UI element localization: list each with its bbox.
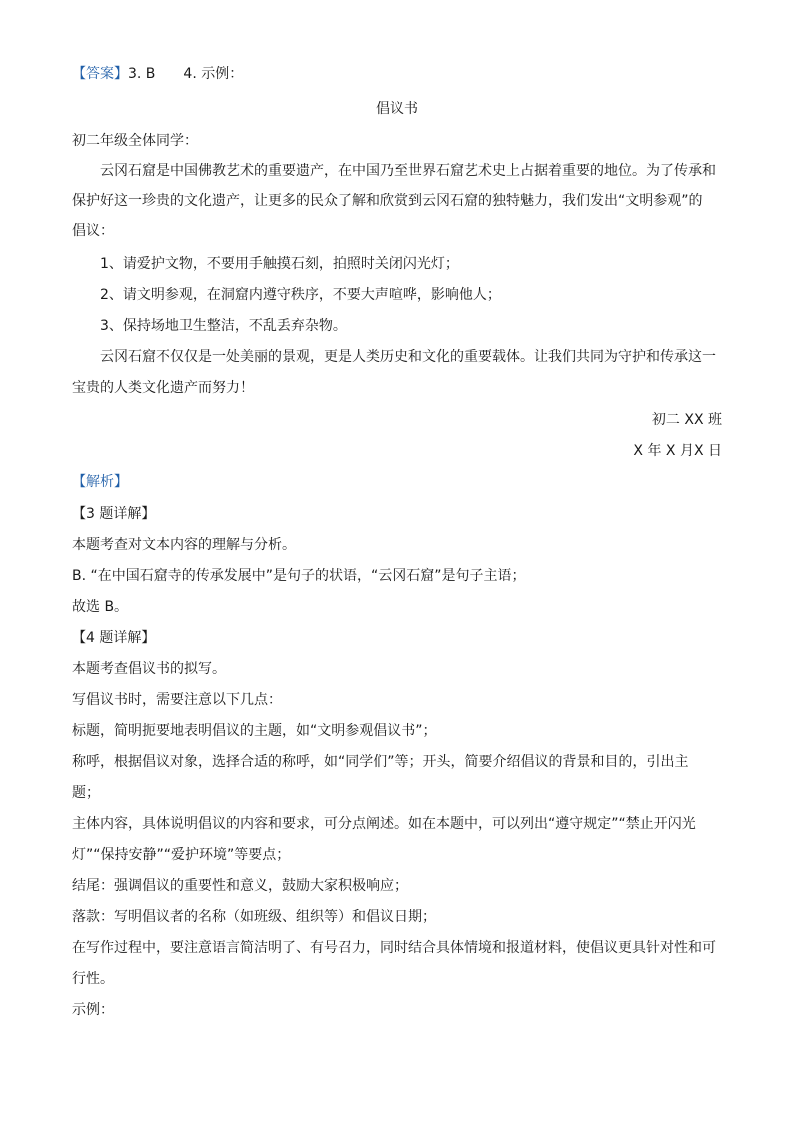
proposal-date: X 年 X 月X 日 xyxy=(633,443,722,459)
q4-line: 在写作过程中，要注意语言简洁明了、有号召力，同时结合具体情境和报道材料，使倡议更具针对性和可 xyxy=(72,940,716,956)
q3-line: 本题考查对文本内容的理解与分析。 xyxy=(72,537,296,553)
answer-tag: 【答案】 xyxy=(72,66,128,82)
proposal-item: 2、请文明参观，在洞窟内遵守秩序，不要大声喧哗，影响他人； xyxy=(100,287,501,303)
q4-line: 主体内容，具体说明倡议的内容和要求，可分点阐述。如在本题中，可以列出“遵守规定”“禁止开闪光 xyxy=(72,816,696,832)
q4-line: 称呼，根据倡议对象，选择合适的称呼，如“同学们”等；开头，简要介绍倡议的背景和目的，引出主 xyxy=(72,754,689,770)
analysis-tag xyxy=(72,471,722,493)
proposal-para1-line: 倡议： xyxy=(72,223,114,239)
q4-line: 示例： xyxy=(72,1002,114,1018)
proposal-para1-line: 云冈石窟是中国佛教艺术的重要遗产，在中国乃至世界石窟艺术史上占据着重要的地位。为了传承和 xyxy=(100,163,716,179)
proposal-title: 倡议书 xyxy=(376,101,418,117)
q4-line: 落款：写明倡议者的名称（如班级、组织等）和倡议日期； xyxy=(72,909,436,925)
analysis-tag-text: 【解析】 xyxy=(72,474,128,490)
q3-heading: 【3 题详解】 xyxy=(72,506,156,522)
proposal-item: 1、请爱护文物，不要用手触摸石刻，拍照时关闭闪光灯； xyxy=(100,256,459,272)
proposal-para1-line: 保护好这一珍贵的文化遗产，让更多的民众了解和欣赏到云冈石窟的独特魅力，我们发出“文明参观”的 xyxy=(72,193,703,209)
q3-line: 故选 B。 xyxy=(72,599,129,615)
proposal-signature: 初二 XX 班 xyxy=(651,412,722,428)
q3-line: B. “在中国石窟寺的传承发展中”是句子的状语，“云冈石窟”是句子主语； xyxy=(72,568,526,584)
q4-line: 行性。 xyxy=(72,971,114,987)
q4-line: 题； xyxy=(72,785,100,801)
q4-heading: 【4 题详解】 xyxy=(72,630,156,646)
q4-line: 本题考查倡议书的拟写。 xyxy=(72,661,226,677)
proposal-para2-line: 云冈石窟不仅仅是一处美丽的景观，更是人类历史和文化的重要载体。让我们共同为守护和传承这一 xyxy=(100,349,716,365)
proposal-salutation: 初二年级全体同学： xyxy=(72,133,198,149)
proposal-para2-line: 宝贵的人类文化遗产而努力！ xyxy=(72,380,254,396)
proposal-item: 3、保持场地卫生整洁，不乱丢弃杂物。 xyxy=(100,318,347,334)
q4-line: 写倡议书时，需要注意以下几点： xyxy=(72,692,282,708)
q4-line: 结尾：强调倡议的重要性和意义，鼓励大家积极响应； xyxy=(72,878,408,894)
answer-text: 3. B 4. 示例： xyxy=(128,66,244,82)
q4-line: 灯”“保持安静”“爱护环境”等要点； xyxy=(72,847,291,863)
answer-line xyxy=(72,63,722,85)
q4-line: 标题，简明扼要地表明倡议的主题，如“文明参观倡议书”； xyxy=(72,723,437,739)
